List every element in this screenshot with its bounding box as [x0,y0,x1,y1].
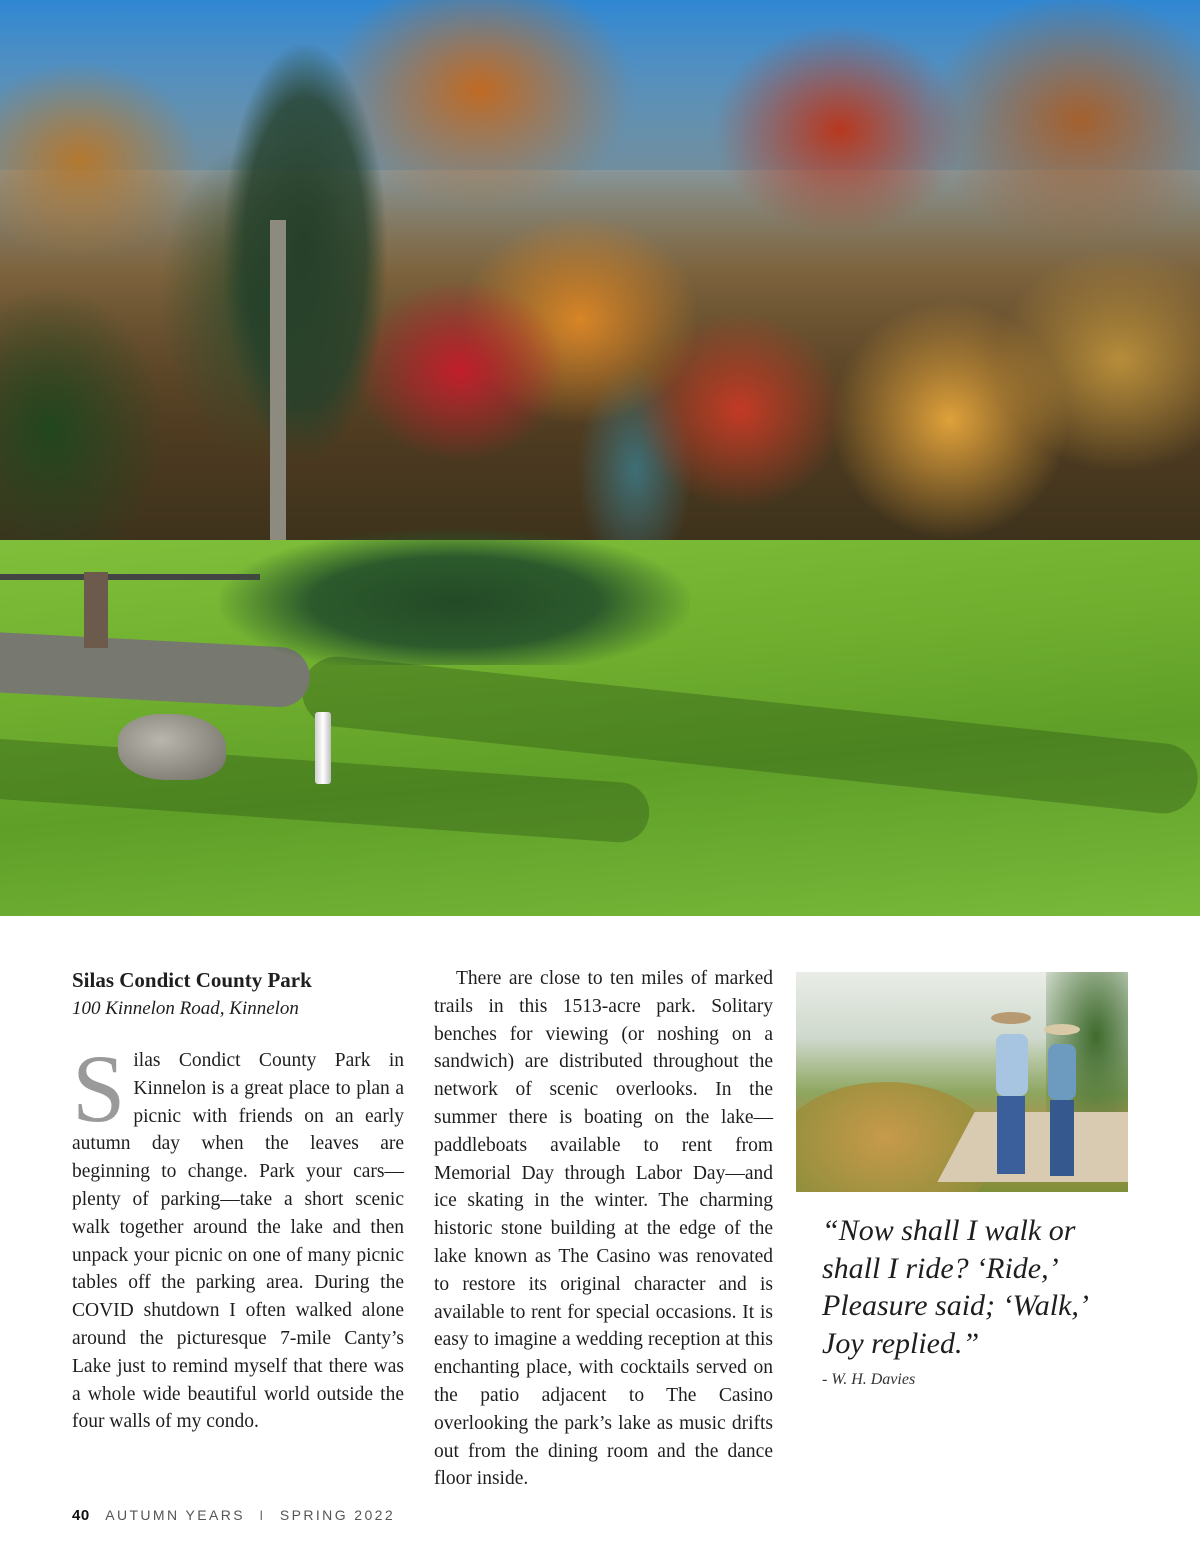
pull-quote: “Now shall I walk or shall I ride? ‘Ride,’ Pleasure said; ‘Walk,’ Joy replied.” [822,1214,1086,1360]
photo-woman-hat [1044,1024,1080,1035]
article-column-1 [72,965,404,1436]
page-footer [72,1505,395,1526]
photo-woman-jeans [1050,1100,1074,1176]
hero-juniper-bush [220,525,690,665]
drop-cap: S [72,1035,126,1142]
article-column-2 [434,965,773,1493]
park-address: 100 Kinnelon Road, Kinnelon [72,998,299,1019]
article-paragraph-1-text: ilas Condict County Park in Kinnelon is a great place to plan a picnic with friends on an early autumn day when the leaves are beginning to change. Park your cars—plenty of parking—take a short scenic walk together around the lake and then unpack your picnic on one of many picnic tables off the parking area. During the COVID shutdown I often walked alone around the picturesque 7-mile Canty’s Lake just to remind myself that there was a whole wide beautiful world outside the four walls of my condo. [72,1050,404,1433]
hero-rock [118,714,226,780]
photo-man [991,1012,1031,1182]
hero-tree-trunk [270,220,286,560]
photo-woman-shirt [1048,1044,1076,1100]
publication-name: AUTUMN YEARS [105,1507,246,1523]
photo-man-jeans [997,1096,1025,1174]
footer-separator: I [259,1507,266,1523]
quote-attribution: - W. H. Davies [822,1371,916,1388]
park-title: Silas Condict County Park [72,968,312,992]
photo-man-shirt [996,1034,1028,1096]
page-number: 40 [72,1507,90,1524]
couple-walking-photo [796,972,1128,1192]
hero-pine-tree [185,0,425,560]
photo-man-hat [991,1012,1031,1024]
issue-date: SPRING 2022 [279,1507,396,1523]
article-paragraph-1 [72,1035,404,1436]
photo-woman [1044,1024,1080,1184]
hero-white-pipe [315,712,331,784]
article-paragraph-2: There are close to ten miles of marked trails in this 1513-acre park. Solitary benches for viewing (or noshing on a sandwich) are distributed throughout the network of scenic overlooks. In the summer there is boating on the lake—paddleboats available to rent from Memorial Day through Labor Day—and ice skating in the winter. The charming historic stone building at the edge of the lake known as The Casino was renovated to restore its original character and is available to rent for special occasions. It is easy to imagine a wedding reception at this enchanting place, with cocktails served on the patio adjacent to The Casino overlooking the park’s lake as music drifts out from the dining room and the dance floor inside. [434,968,773,1490]
hero-post [84,572,108,648]
